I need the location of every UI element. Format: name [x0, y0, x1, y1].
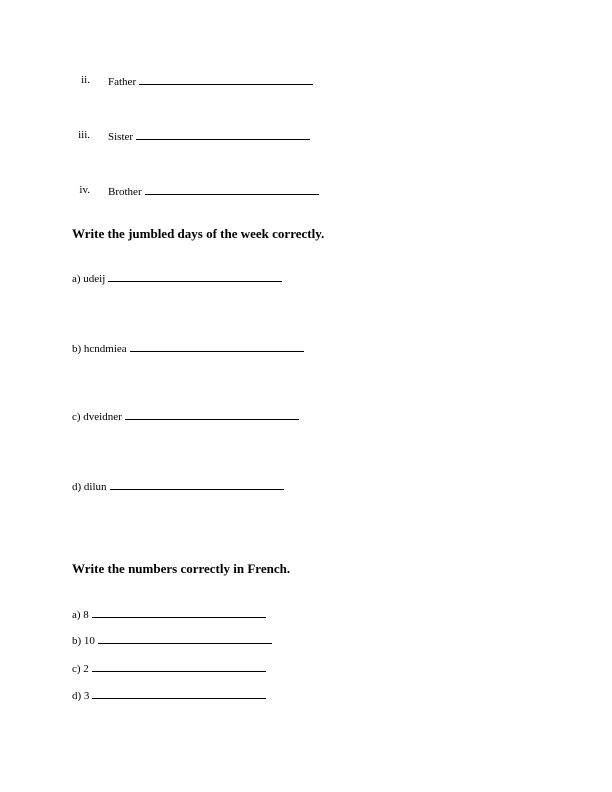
days-heading: Write the jumbled days of the week correctly.	[72, 226, 325, 241]
number-label: b) 10	[72, 635, 95, 647]
answer-blank[interactable]	[92, 607, 266, 618]
number-label: a) 8	[72, 609, 89, 621]
family-word: Father	[108, 76, 137, 88]
answer-blank[interactable]	[125, 409, 299, 420]
number-label: c) 2	[72, 663, 89, 675]
answer-blank[interactable]	[110, 479, 284, 490]
answer-blank[interactable]	[145, 184, 319, 195]
days-item-c	[72, 409, 299, 424]
list-numeral: ii.	[81, 74, 90, 86]
answer-blank[interactable]	[108, 271, 282, 282]
answer-blank[interactable]	[130, 341, 304, 352]
answer-blank[interactable]	[98, 633, 272, 644]
answer-blank[interactable]	[92, 661, 266, 672]
answer-blank[interactable]	[136, 129, 310, 140]
numbers-item-a	[72, 607, 266, 622]
answer-blank[interactable]	[92, 688, 266, 699]
days-item-d	[72, 479, 284, 494]
days-item-b	[72, 341, 304, 356]
list-numeral: iii.	[78, 129, 90, 141]
numbers-item-b	[72, 633, 272, 648]
jumbled-word: d) dilun	[72, 481, 107, 493]
answer-blank[interactable]	[139, 74, 313, 85]
number-label: d) 3	[72, 690, 90, 702]
jumbled-word: a) udeij	[72, 273, 106, 285]
numbers-heading: Write the numbers correctly in French.	[72, 561, 291, 576]
jumbled-word: c) dveidner	[72, 411, 122, 423]
family-word: Sister	[108, 131, 134, 143]
list-numeral: iv.	[79, 184, 90, 196]
numbers-item-c	[72, 661, 266, 676]
numbers-item-d	[72, 688, 266, 703]
family-word: Brother	[108, 186, 142, 198]
jumbled-word: b) hcndmiea	[72, 343, 127, 355]
days-item-a	[72, 271, 282, 286]
